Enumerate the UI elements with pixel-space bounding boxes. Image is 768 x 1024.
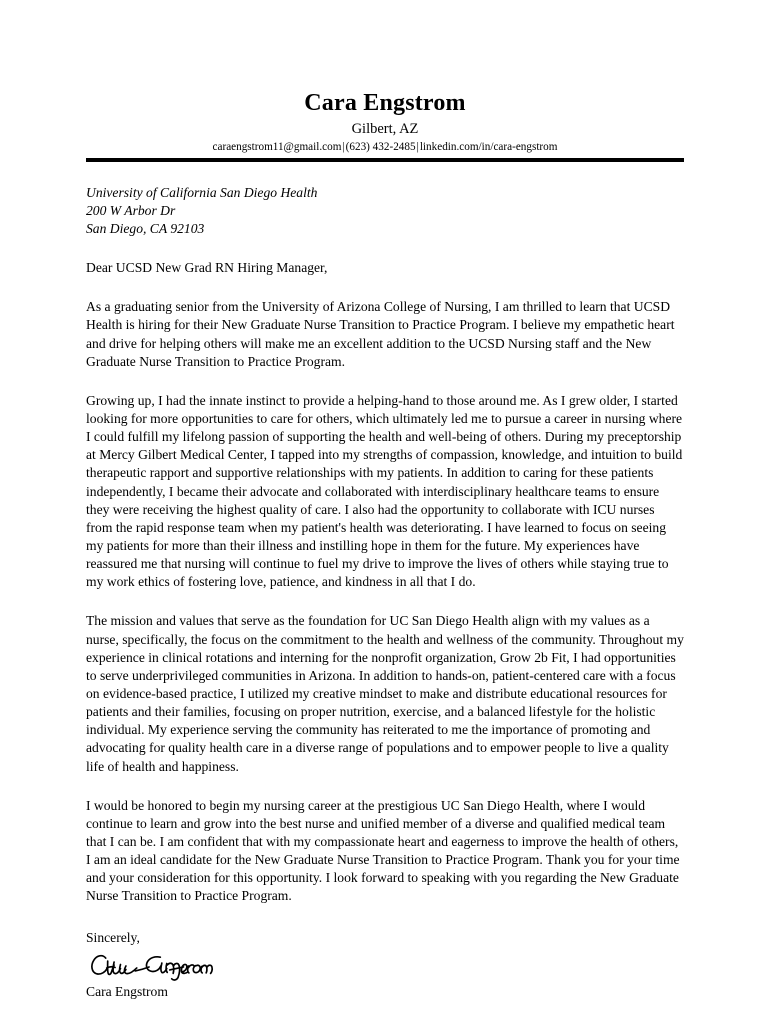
applicant-name: Cara Engstrom: [304, 90, 466, 116]
signature-block: [86, 950, 684, 1001]
body-paragraph-3: The mission and values that serve as the foundation for UC San Diego Health align with my values as a nurse, specifically, the focus on the commitment to the health and wellness of the community. Throughout my experience in clinical rotations and interning for the nonprofit organization, Grow 2b Fit, I had opportunities to serve underprivileged communities in Arizona. In addition to hands-on, patient-centered care with a focus on evidence-based practice, I utilized my creative mindset to make and distribute educational resources for patients and their families, focusing on proper nutrition, exercise, and a balanced lifestyle for the holistic individual. My experience serving the community has reiterated to me the importance of promoting and advocating for quality health care in a diverse range of populations and to empower people to live a quality life of health and happiness.: [86, 613, 684, 774]
letter-body: [86, 162, 684, 1001]
body-paragraph-4: I would be honored to begin my nursing career at the prestigious UC San Diego Health, where I would continue to learn and grow into the best nurse and unified member of a diverse and qualified medical team that I can be. I am confident that with my compassionate heart and eagerness to improve the health of others, I am an ideal candidate for the New Graduate Nurse Transition to Practice Program. Thank you for your time and your consideration for this opportunity. I look forward to speaking with you regarding the New Graduate Nurse Transition to Practice Program.: [86, 797, 680, 904]
recipient-address: [86, 184, 684, 238]
handwritten-signature-icon: [88, 950, 216, 982]
recipient-city-state-zip: San Diego, CA 92103: [86, 221, 205, 236]
recipient-street: 200 W Arbor Dr: [86, 202, 176, 218]
closing-salutation: Sincerely,: [86, 929, 140, 945]
body-paragraph-2: Growing up, I had the innate instinct to provide a helping-hand to those around me. As I grew older, I started looking for more opportunities to care for others, which ultimately led me to pursue a career in nursing where I could fulfill my lifelong passion of supporting the health and well-being of others. During my preceptorship at Mercy Gilbert Medical Center, I tapped into my strengths of compassion, knowledge, and intuition to build therapeutic rapport and supportive relationships with my patients. In addition to caring for these patients independently, I became their advocate and collaborated with interdisciplinary healthcare teams to ensure they were receiving the highest quality of care. I also had the opportunity to collaborate with ICU nurses from the rapid response team when my patient's health was deteriorating. I have learned to focus on seeing my patients for more than their illness and instilling hope in them for the future. My experiences have reassured me that nursing will continue to fuel my drive to improve the lives of others while staying true to my work ethics of fostering love, patience, and kindness in all that I do.: [86, 392, 683, 590]
contact-separator: |: [416, 140, 419, 153]
contact-email[interactable]: caraengstrom11@gmail.com: [212, 140, 342, 153]
applicant-location: Gilbert, AZ: [351, 120, 419, 137]
letterhead: [86, 0, 684, 162]
recipient-organization: University of California San Diego Health: [86, 184, 318, 200]
document-content: [86, 0, 684, 1001]
contact-line: [86, 140, 684, 154]
contact-separator: |: [342, 140, 345, 153]
typed-signature-name: Cara Engstrom: [86, 983, 168, 999]
contact-linkedin[interactable]: linkedin.com/in/cara-engstrom: [419, 140, 558, 153]
body-paragraph-1: As a graduating senior from the University of Arizona College of Nursing, I am thrilled to learn that UCSD Health is hiring for their New Graduate Nurse Transition to Practice Program. I believe my empathetic heart and drive for helping others will make me an excellent addition to the UCSD Nursing staff and the New Graduate Nurse Transition to Practice Program.: [86, 299, 675, 369]
salutation: Dear UCSD New Grad RN Hiring Manager,: [86, 260, 328, 276]
contact-phone[interactable]: (623) 432-2485: [345, 140, 416, 153]
